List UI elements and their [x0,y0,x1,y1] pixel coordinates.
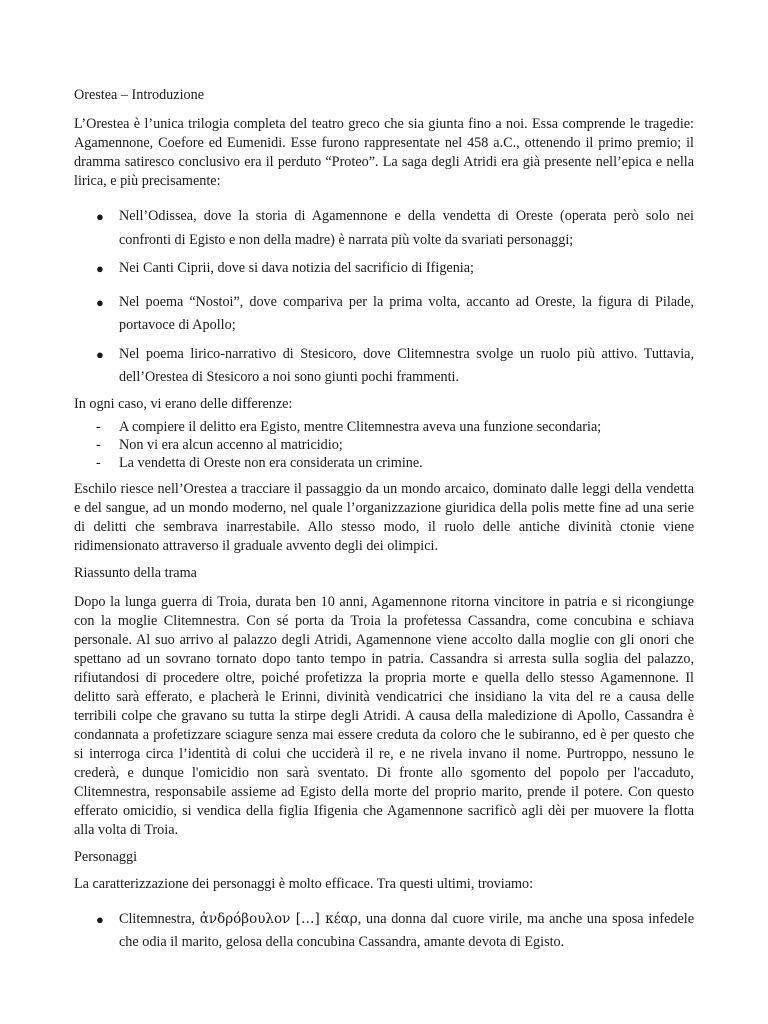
intro-paragraph: L’Orestea è l’unica trilogia completa del teatro greco che sia giunta fino a noi. Essa comprende le tragedie: Agamennone, Coefore ed Eumenidi. Esse furono rappresentate nel 458 a.C., ottenendo il primo premio; il dramma satiresco conclusivo era il perduto “Proteo”. La saga degli Atridi era già presente nell’epica e nella lirica, e più precisamente: [74,116,694,189]
intro-closing-paragraph: Eschilo riesce nell’Orestea a tracciare il passaggio da un mondo arcaico, dominato dalle leggi della vendetta e del sangue, ad un mondo moderno, nel quale l’organizzazione giuridica della polis mette fine ad una serie di delitti che sembrava inarrestabile. Allo stesso modo, il ruolo delle antiche divinità ctonie viene ridimensionato attraverso il graduale avvento degli dei olimpici. [74,480,694,554]
list-item-text: La vendetta di Oreste non era considerata un crimine. [119,454,423,471]
bullet-icon: ● [96,209,104,224]
list-item-text: , una donna dal cuore virile, ma anche una sposa infedele che odia il marito, gelosa della concubina Cassandra, amante devota di Egisto. [119,910,695,950]
bullet-icon: ● [96,911,104,927]
dash-icon: - [96,454,101,471]
bullet-icon: ● [96,261,104,276]
list-item [74,908,694,955]
list-item [74,436,694,454]
greek-quote: ἀνδρόβουλον […] κέαρ [199,910,358,927]
document-page [74,86,694,960]
list-item [74,454,694,472]
section-heading-introduzione: Orestea – Introduzione [74,87,205,103]
characters-paragraph: La caratterizzazione dei personaggi è molto efficace. Tra questi ultimi, troviamo: [74,875,534,892]
differences-list [74,418,694,472]
list-item-text: Nel poema lirico-narrativo di Stesicoro, dove Clitemnestra svolge un ruolo più attivo. Tuttavia, dell’Orestea di Stesicoro a noi sono giunti pochi frammenti. [119,345,694,385]
list-item [74,257,694,281]
characters-list [74,908,694,955]
differences-intro: In ogni caso, vi erano delle differenze: [74,395,293,412]
list-item [74,418,694,436]
bullet-icon: ● [96,294,104,310]
epic-sources-list [74,205,694,390]
list-item-text: A compiere il delitto era Egisto, mentre Clitemnestra aveva una funzione secondaria; [119,418,602,435]
dash-icon: - [96,418,101,435]
list-item [74,343,694,390]
section-heading-personaggi: Personaggi [74,848,138,865]
plot-paragraph: Dopo la lunga guerra di Troia, durata ben 10 anni, Agamennone ritorna vincitore in patria e si ricongiunge con la moglie Clitemnestra. Con sé porta da Troia la profetessa Cassandra, come concubina e schiava personale. Al suo arrivo al palazzo degli Atridi, Agamennone viene accolto dalla moglie con gli onori che spettano ad un sovrano tornato dopo tanto tempo in patria. Cassandra si arresta sulla soglia del palazzo, rifiutandosi di procedere oltre, poiché profetizza la propria morte e quella dello stesso Agamennone. Il delitto sarà efferato, e placherà le Erinni, divinità vendicatrici che insidiano la vita del re a causa delle terribili colpe che gravano su tutta la stirpe degli Atridi. A causa della maledizione di Apollo, Cassandra è condannata a profetizzare sciagure senza mai essere creduta da coloro che le subiranno, ed è per questo che si interroga circa l’identità di colui che ucciderà il re, e ne rivela invano il nome. Purtroppo, nessuno le crederà, e dunque l'omicidio non sarà sventato. Di fronte allo sgomento del popolo per l'accaduto, Clitemnestra, responsabile assieme ad Egisto della morte del proprio marito, prende il potere. Con questo efferato omicidio, si vendica della figlia Ifigenia che Agamennone sacrificò agli dèi per muovere la flotta alla volta di Troia. [74,593,694,838]
bullet-icon: ● [96,346,104,362]
list-item-text: Nell’Odissea, dove la storia di Agamennone e della vendetta di Oreste (operata però solo nei confronti di Egisto e non della madre) è narrata più volte da svariati personaggi; [119,208,694,248]
list-item-text: Non vi era alcun accenno al matricidio; [119,436,343,453]
list-item [74,205,694,252]
dash-icon: - [96,436,101,453]
list-item [74,291,694,338]
list-item-text: Nel poema “Nostoi”, dove compariva per la prima volta, accanto ad Oreste, la figura di Pilade, portavoce di Apollo; [119,293,694,333]
list-item-lead: Clitemnestra, [119,910,200,927]
list-item-text: Nei Canti Ciprii, dove si dava notizia del sacrificio di Ifigenia; [119,260,474,276]
section-heading-trama: Riassunto della trama [74,564,197,581]
